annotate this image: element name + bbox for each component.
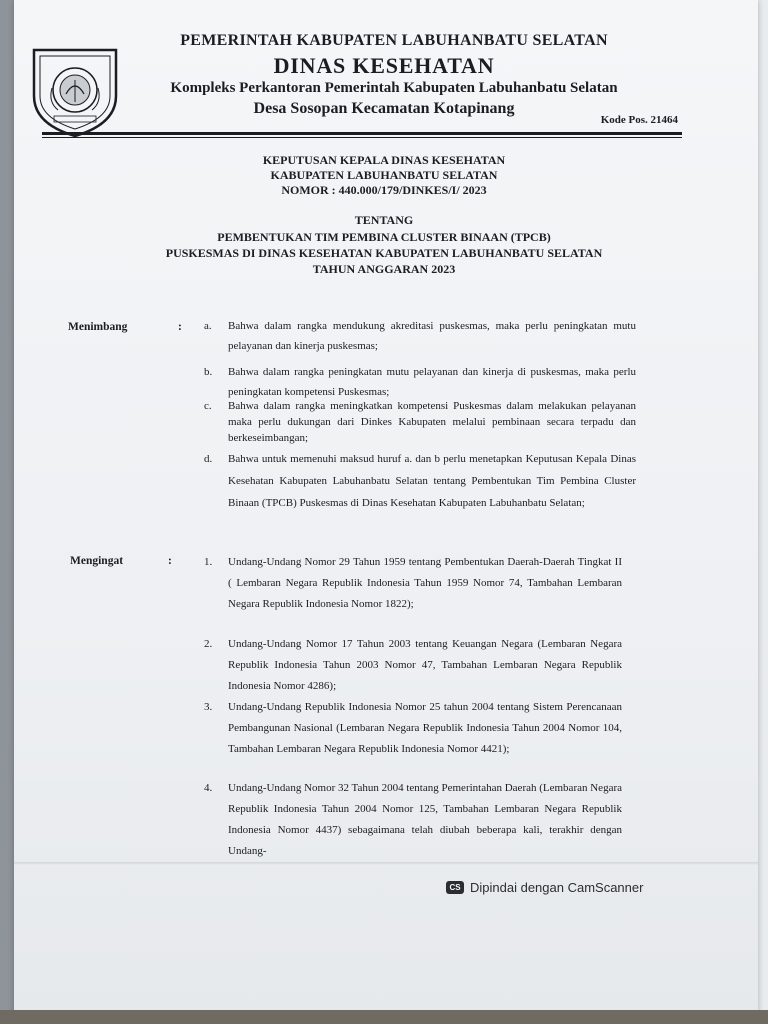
mengingat-colon: : <box>168 555 172 567</box>
menimbang-item <box>204 398 636 448</box>
page-fold-shadow <box>14 862 758 865</box>
menimbang-item <box>204 448 636 532</box>
regency-emblem-icon <box>30 44 120 138</box>
decree-subject-3: TAHUN ANGGARAN 2023 <box>312 262 456 276</box>
item-text: Undang-Undang Nomor 32 Tahun 2004 tentang Pemerintahan Daerah (Lembaran Negara Republik Indonesia Tahun 2004 Nomor 125, Tambahan Lembaran Negara Republik Indonesia Nomor 4437) sebagaimana telah diubah beberapa kali, terakhir dengan Undang- <box>228 782 622 857</box>
decree-about-label: TENTANG <box>354 213 414 227</box>
item-text: Bahwa dalam rangka peningkatan mutu pelayanan dan kinerja di puskesmas, maka perlu peningkatan kompetensi Puskesmas; <box>228 366 636 398</box>
decree-title: KEPUTUSAN KEPALA DINAS KESEHATAN <box>262 153 506 167</box>
mengingat-item <box>204 634 622 700</box>
menimbang-label: Menimbang <box>68 321 128 333</box>
item-marker: 1. <box>204 556 213 568</box>
item-marker: b. <box>204 366 213 378</box>
mengingat-item <box>204 778 622 862</box>
item-text: Undang-Undang Nomor 17 Tahun 2003 tentang Keuangan Negara (Lembaran Negara Republik Indonesia Tahun 2003 Nomor 47, Tambahan Lembaran Negara Republik Indonesia Nomor 4286); <box>228 638 622 692</box>
item-text: Bahwa dalam rangka mendukung akreditasi puskesmas, maka perlu peningkatan mutu pelayanan dan kinerja puskesmas; <box>228 320 636 352</box>
item-text: Undang-Undang Republik Indonesia Nomor 25 tahun 2004 tentang Sistem Perencanaan Pembangunan Nasional (Lembaran Negara Republik Indonesia Tahun 2004 Nomor 104, Tambahan Lembaran Negara Republik Indonesia Nomor 4421); <box>228 701 622 755</box>
item-marker: d. <box>204 453 213 465</box>
item-marker: 4. <box>204 782 213 794</box>
menimbang-item <box>204 316 636 356</box>
letterhead-agency: DINAS KESEHATAN <box>273 53 495 78</box>
scanner-watermark <box>446 880 643 895</box>
mengingat-item <box>204 697 622 781</box>
camscanner-icon: CS <box>446 881 464 894</box>
letterhead-rule-thin <box>42 137 682 138</box>
scanner-text: Dipindai dengan CamScanner <box>470 880 644 895</box>
decree-subject-2: PUSKESMAS DI DINAS KESEHATAN KABUPATEN LABUHANBATU SELATAN <box>165 246 603 260</box>
item-marker: a. <box>204 320 212 332</box>
decree-number: NOMOR : 440.000/179/DINKES/I/ 2023 <box>281 183 487 197</box>
document-page <box>14 0 758 1018</box>
mengingat-label: Mengingat <box>70 555 124 567</box>
item-text: Bahwa dalam rangka meningkatkan kompetensi Puskesmas dalam melakukan pelayanan maka perlu dukungan dari Dinkes Kabupaten melalui pembinaan secara terpadu dan berkeseimbangan; <box>228 400 636 444</box>
mengingat-item <box>204 552 622 634</box>
letterhead-address-1: Kompleks Perkantoran Pemerintah Kabupaten Labuhanbatu Selatan <box>170 80 618 96</box>
item-marker: c. <box>204 400 212 412</box>
table-surface <box>0 1010 768 1024</box>
item-marker: 2. <box>204 638 213 650</box>
item-marker: 3. <box>204 701 213 713</box>
decree-regency: KABUPATEN LABUHANBATU SELATAN <box>270 168 498 182</box>
postal-code: Kode Pos. 21464 <box>600 114 678 126</box>
menimbang-item <box>204 362 636 402</box>
item-text: Bahwa untuk memenuhi maksud huruf a. dan b perlu menetapkan Keputusan Kepala Dinas Kesehatan Kabupaten Labuhanbatu Selatan tentang Pembentukan Tim Pembina Cluster Binaan (TPCB) Puskesmas di Dinas Kesehatan Kabupaten Labuhanbatu Selatan; <box>228 453 636 509</box>
letterhead-address-2: Desa Sosopan Kecamatan Kotapinang <box>253 100 515 117</box>
item-text: Undang-Undang Nomor 29 Tahun 1959 tentang Pembentukan Daerah-Daerah Tingkat II ( Lembaran Negara Republik Indonesia Tahun 1959 Nomor 74, Tambahan Lembaran Negara Republik Indonesia Nomor 1822); <box>228 556 622 610</box>
menimbang-colon: : <box>178 321 182 333</box>
letterhead-rule-thick <box>42 132 682 135</box>
decree-subject-1: PEMBENTUKAN TIM PEMBINA CLUSTER BINAAN (TPCB) <box>217 230 551 244</box>
letterhead-government: PEMERINTAH KABUPATEN LABUHANBATU SELATAN <box>180 32 608 49</box>
